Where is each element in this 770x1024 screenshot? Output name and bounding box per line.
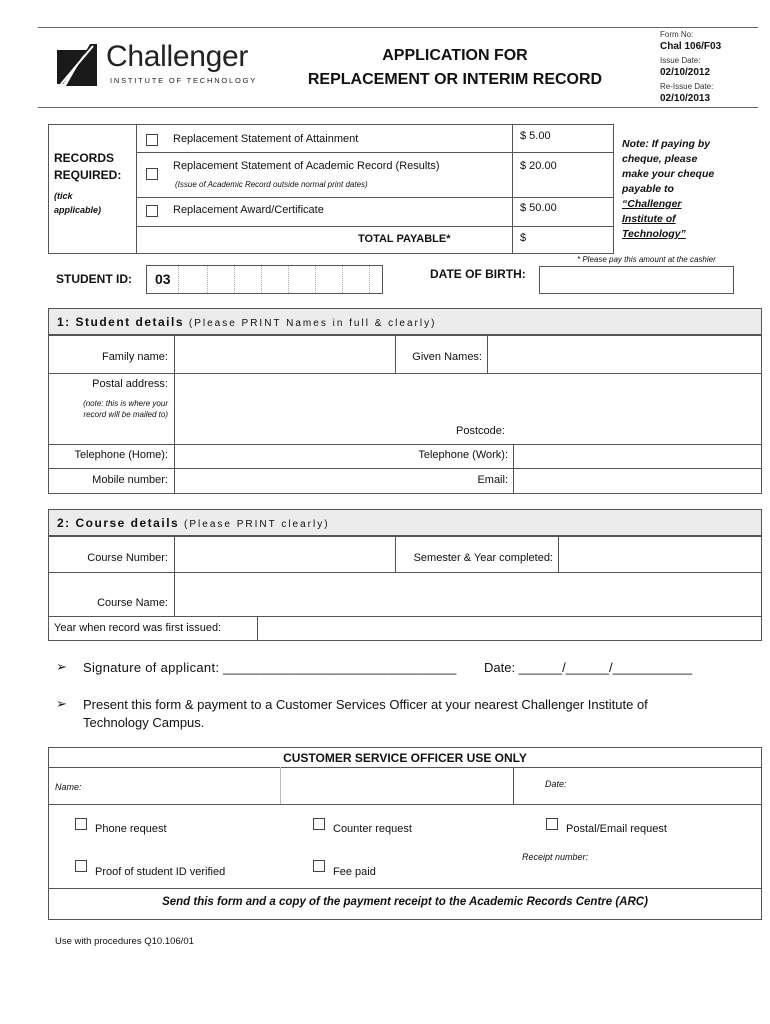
- academic-record-price: $ 20.00: [520, 160, 557, 172]
- challenger-logo-icon: [57, 44, 97, 86]
- cheque-note: Note: If paying by cheque, please make your cheque payable to “Challenger Institute of Technology”: [622, 138, 715, 240]
- send-form-note: Send this form and a copy of the payment receipt to the Academic Records Centre (ARC): [162, 896, 648, 908]
- logo-subtitle: INSTITUTE OF TECHNOLOGY: [110, 76, 258, 85]
- semester-year-field[interactable]: [559, 537, 761, 571]
- dob-label: DATE OF BIRTH:: [430, 267, 526, 281]
- statement-attainment-price: $ 5.00: [520, 130, 551, 142]
- tel-home-field[interactable]: [175, 445, 394, 467]
- course-name-label: Course Name:: [97, 597, 168, 609]
- header-top-rule: [38, 27, 758, 28]
- course-number-field[interactable]: [175, 537, 394, 571]
- logo-name: Challenger: [106, 40, 249, 73]
- form-title-line2: REPLACEMENT OR INTERIM RECORD: [307, 71, 603, 88]
- postcode-label: Postcode:: [456, 425, 505, 437]
- section1-header: 1: Student details (Please PRINT Names in full & clearly): [48, 308, 762, 335]
- bullet-arrow-icon: ➢: [56, 696, 67, 711]
- cso-title: CUSTOMER SERVICE OFFICER USE ONLY: [283, 751, 527, 765]
- cso-name-field[interactable]: [90, 768, 512, 803]
- postal-email-request-label: Postal/Email request: [566, 823, 667, 835]
- counter-request-checkbox[interactable]: [313, 818, 325, 830]
- award-certificate-price: $ 50.00: [520, 202, 557, 214]
- postal-address-note: (note: this is where your record will be mailed to): [83, 399, 168, 419]
- award-certificate-label: Replacement Award/Certificate: [173, 204, 324, 216]
- cso-date-label: Date:: [545, 779, 567, 789]
- postal-address-label: Postal address:: [92, 378, 168, 390]
- postal-email-request-checkbox[interactable]: [546, 818, 558, 830]
- present-form-instruction: Present this form & payment to a Customer Services Officer at your nearest Challenger Institute of Technology Campus.: [83, 697, 648, 730]
- issue-date-label: Issue Date:: [660, 56, 701, 65]
- academic-record-sublabel: (Issue of Academic Record outside normal print dates): [175, 180, 368, 189]
- procedures-footer: Use with procedures Q10.106/01: [55, 936, 194, 947]
- signature-date-label: Date: ______/______/___________: [484, 660, 693, 675]
- header-bottom-rule: [38, 107, 758, 108]
- given-names-field[interactable]: [488, 336, 761, 372]
- proof-id-checkbox[interactable]: [75, 860, 87, 872]
- course-name-field[interactable]: [175, 573, 761, 615]
- reissue-date-label: Re-Issue Date:: [660, 82, 714, 91]
- total-payable-value: $: [520, 232, 527, 244]
- tick-applicable-hint: (tick applicable): [54, 191, 102, 215]
- cso-date-field[interactable]: [580, 768, 761, 803]
- phone-request-checkbox[interactable]: [75, 818, 87, 830]
- counter-request-label: Counter request: [333, 823, 412, 835]
- tel-home-label: Telephone (Home):: [74, 449, 168, 461]
- family-name-field[interactable]: [175, 336, 394, 372]
- statement-attainment-checkbox[interactable]: [146, 134, 158, 146]
- total-payable-label: TOTAL PAYABLE*: [358, 233, 451, 245]
- form-title-line1: APPLICATION FOR: [382, 47, 528, 64]
- course-number-label: Course Number:: [87, 552, 168, 564]
- signature-label: Signature of applicant: _______________________________: [83, 660, 457, 675]
- tel-work-field[interactable]: [514, 445, 761, 467]
- cashier-footnote: * Please pay this amount at the cashier: [577, 255, 716, 264]
- phone-request-label: Phone request: [95, 823, 167, 835]
- year-issued-field[interactable]: [258, 617, 761, 640]
- form-no: Chal 106/F03: [660, 41, 722, 52]
- award-certificate-checkbox[interactable]: [146, 205, 158, 217]
- section2-header: 2: Course details (Please PRINT clearly): [48, 509, 762, 536]
- issue-date: 02/10/2012: [660, 67, 711, 78]
- mobile-label: Mobile number:: [92, 474, 168, 486]
- form-no-label: Form No:: [660, 30, 694, 39]
- academic-record-checkbox[interactable]: [146, 168, 158, 180]
- email-label: Email:: [477, 474, 508, 486]
- receipt-number-label: Receipt number:: [522, 852, 589, 862]
- given-names-label: Given Names:: [412, 351, 482, 363]
- dob-field[interactable]: [539, 266, 734, 294]
- academic-record-label: Replacement Statement of Academic Record (Results): [173, 160, 440, 172]
- bullet-arrow-icon: ➢: [56, 659, 67, 674]
- cso-name-label: Name:: [55, 782, 82, 792]
- tel-work-label: Telephone (Work):: [418, 449, 508, 461]
- reissue-date: 02/10/2013: [660, 93, 711, 104]
- family-name-label: Family name:: [101, 351, 168, 363]
- records-required-label: RECORDS REQUIRED:: [54, 151, 122, 182]
- year-issued-label: Year when record was first issued:: [54, 622, 222, 634]
- fee-paid-checkbox[interactable]: [313, 860, 325, 872]
- student-id-label: STUDENT ID:: [56, 272, 132, 286]
- semester-year-label: Semester & Year completed:: [413, 552, 553, 564]
- email-field[interactable]: [514, 469, 761, 493]
- student-id-prefix: 03: [155, 271, 171, 287]
- fee-paid-label: Fee paid: [333, 866, 376, 878]
- proof-id-label: Proof of student ID verified: [95, 866, 226, 878]
- statement-attainment-label: Replacement Statement of Attainment: [173, 133, 359, 145]
